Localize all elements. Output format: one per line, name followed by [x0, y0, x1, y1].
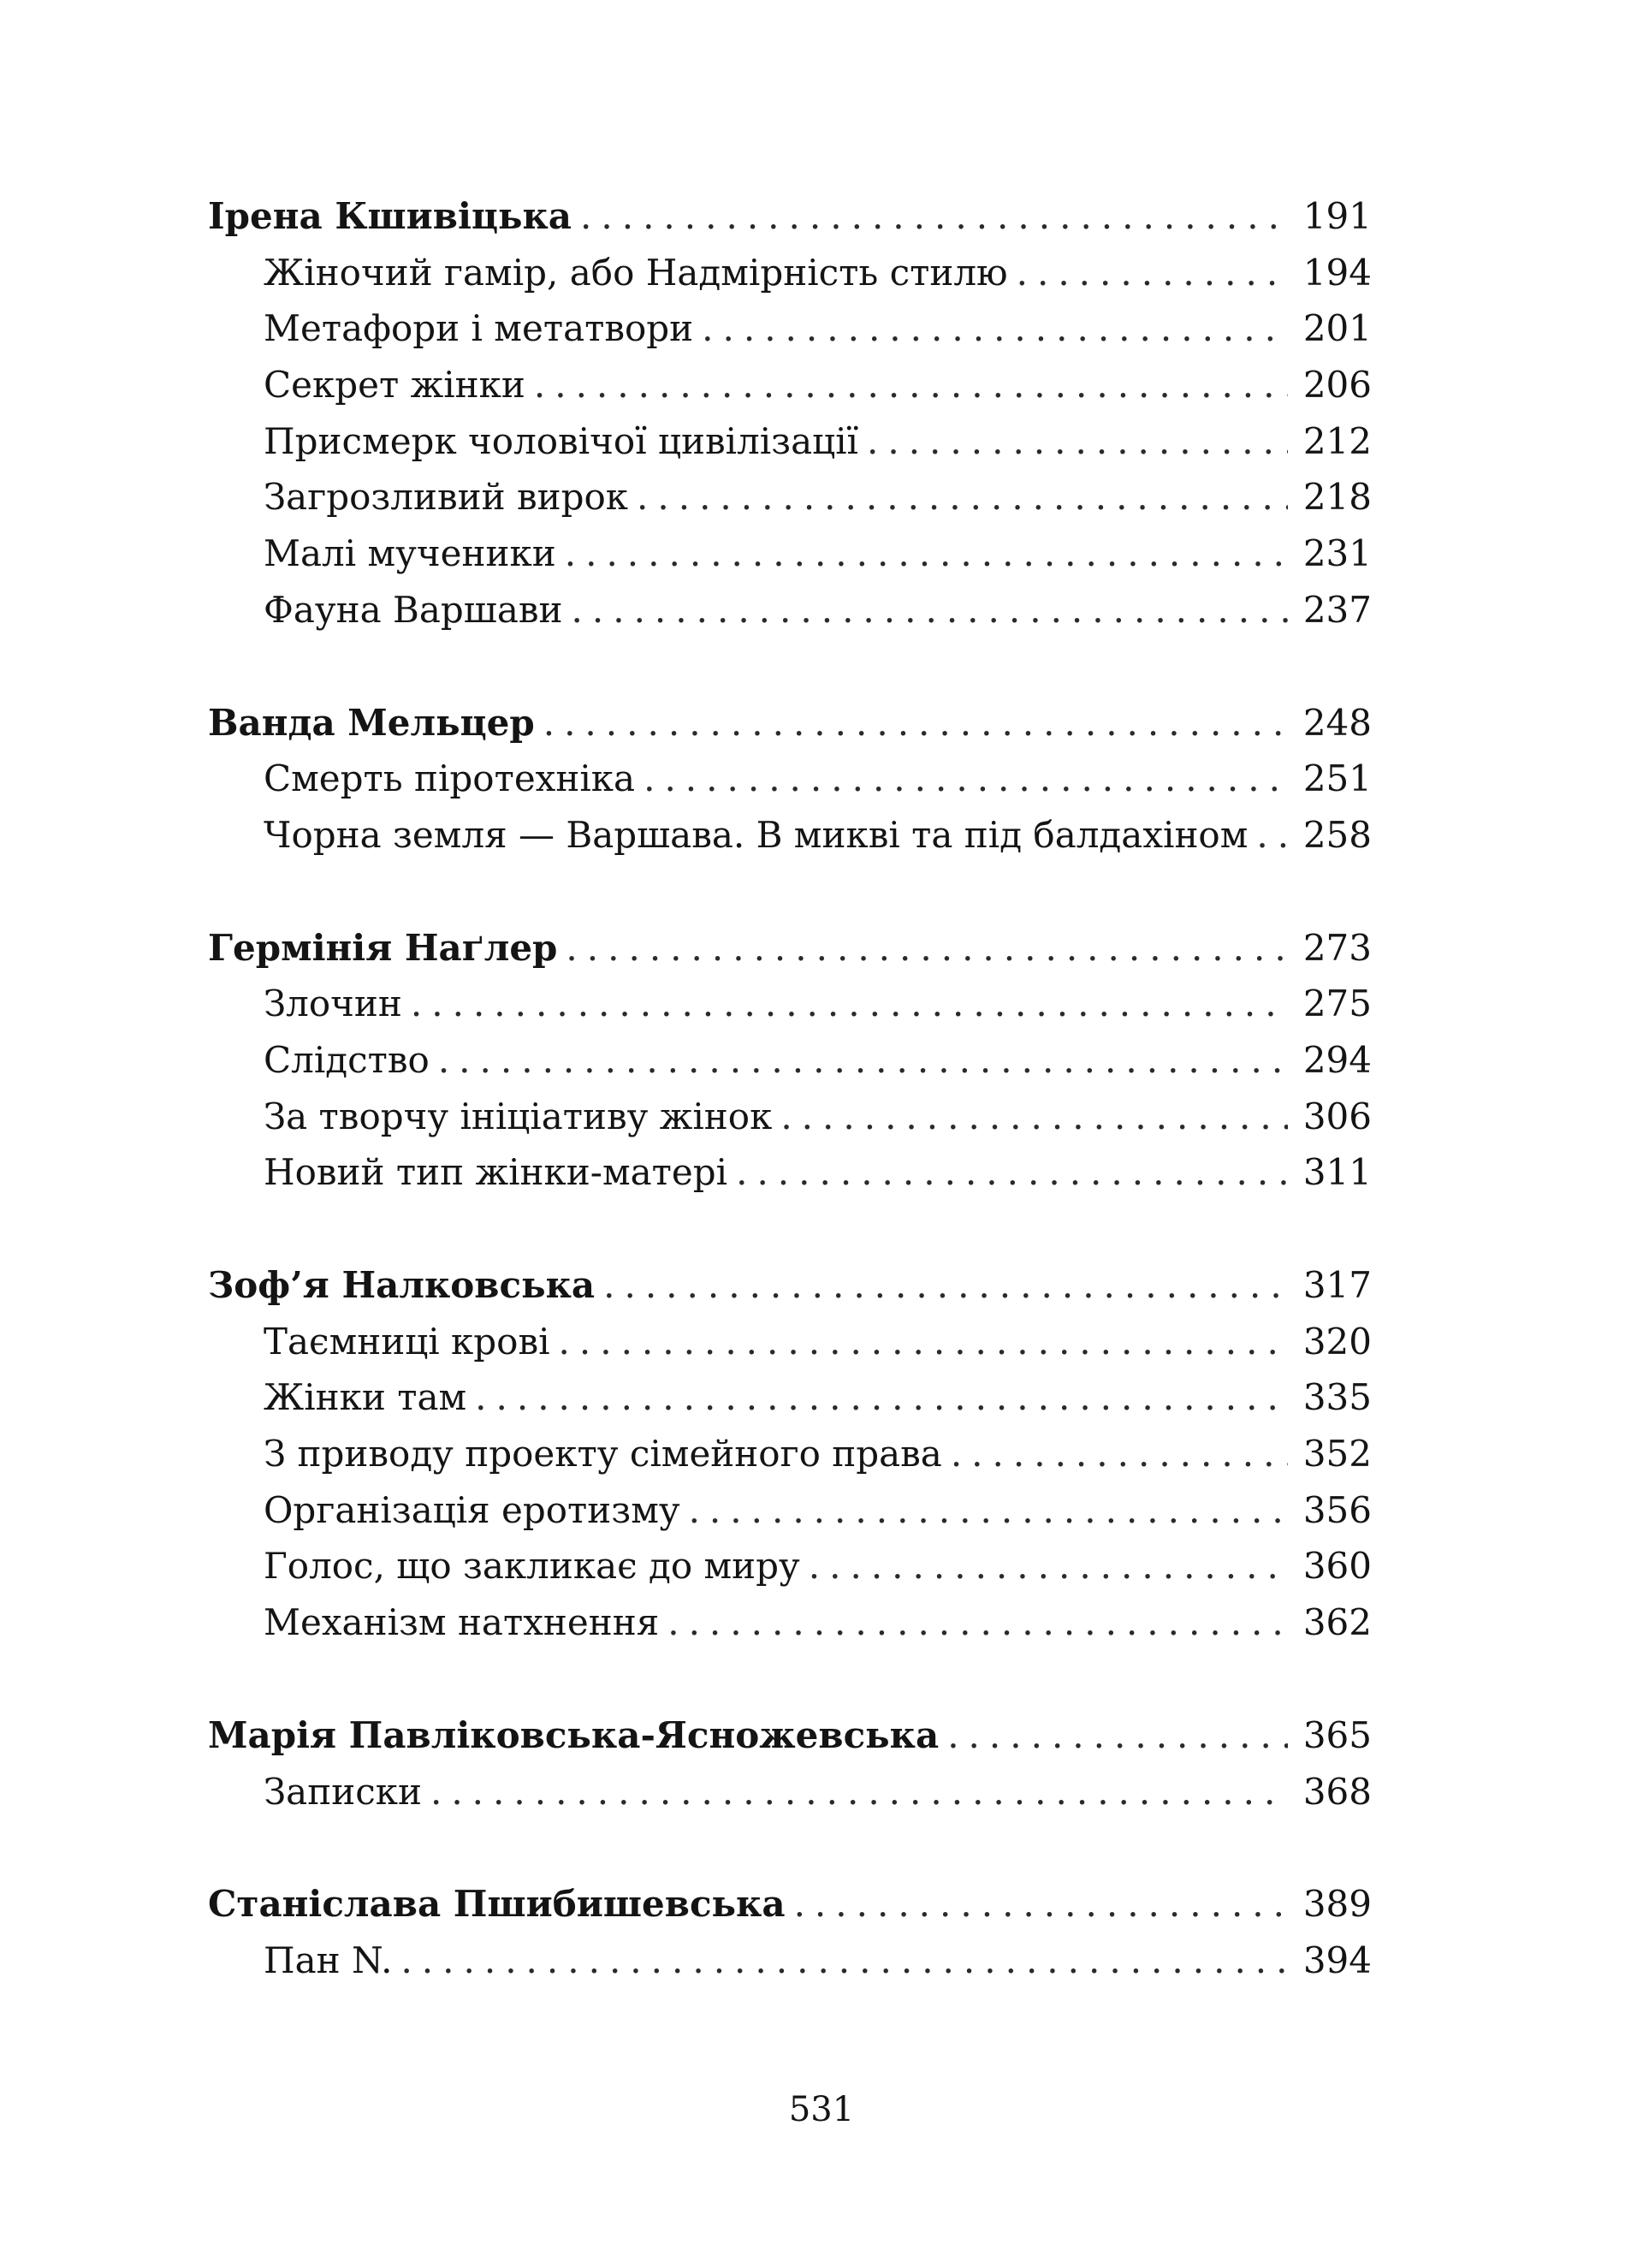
dot-leader: [430, 1764, 1288, 1820]
toc-section: [208, 1707, 1372, 1820]
page-ref: 394: [1302, 1938, 1372, 1981]
author-name: Марія Павліковська-Ясножевська: [208, 1713, 940, 1756]
page-ref: 368: [1302, 1770, 1372, 1813]
toc-entry-row: [208, 1594, 1372, 1651]
entry-title: Малі мученики: [264, 532, 556, 575]
toc-entry-row: [208, 1314, 1372, 1370]
toc-author-row: [208, 695, 1372, 751]
entry-title: Присмерк чоловічої цивілізації: [264, 419, 858, 462]
entry-title: Фауна Варшави: [264, 588, 563, 631]
entry-title: Пан N.: [264, 1938, 393, 1981]
dot-leader: [572, 582, 1288, 638]
dot-leader: [947, 1707, 1288, 1764]
toc-author-row: [208, 1707, 1372, 1764]
entry-title: Чорна земля — Варшава. В микві та під балдахіном: [264, 813, 1249, 856]
entry-title: Жіночий гамір, або Надмірність стилю: [264, 251, 1008, 294]
toc-entry-row: [208, 525, 1372, 582]
entry-title: Механізм натхнення: [264, 1601, 660, 1644]
dot-leader: [566, 920, 1288, 977]
dot-leader: [559, 1314, 1288, 1370]
page-number: 531: [788, 2090, 855, 2129]
dot-leader: [543, 695, 1288, 751]
page-ref: 389: [1302, 1883, 1372, 1926]
page-ref: 248: [1302, 701, 1372, 744]
toc-entry-row: [208, 1032, 1372, 1089]
page-ref: 251: [1302, 757, 1372, 800]
page-ref: 194: [1302, 251, 1372, 294]
entry-title: З приводу проекту сімейного права: [264, 1433, 942, 1475]
toc-section: [208, 1876, 1372, 1988]
page-ref: 362: [1302, 1601, 1372, 1644]
dot-leader: [411, 976, 1288, 1032]
toc-section: [208, 1257, 1372, 1651]
entry-title: За творчу ініціативу жінок: [264, 1095, 773, 1137]
entry-title: Метафори і метатвори: [264, 307, 694, 350]
entry-title: Записки: [264, 1770, 422, 1813]
dot-leader: [475, 1369, 1288, 1426]
toc-author-row: [208, 1876, 1372, 1933]
toc-entry-row: [208, 1482, 1372, 1539]
page-ref: 231: [1302, 532, 1372, 575]
dot-leader: [667, 1594, 1288, 1651]
toc-entry-row: [208, 1144, 1372, 1201]
page-ref: 294: [1302, 1038, 1372, 1081]
page-ref: 237: [1302, 588, 1372, 631]
toc-entry-row: [208, 469, 1372, 525]
page-ref: 212: [1302, 419, 1372, 462]
page-ref: 201: [1302, 307, 1372, 350]
entry-title: Голос, що закликає до миру: [264, 1545, 800, 1588]
page-ref: 356: [1302, 1488, 1372, 1531]
page-ref: 360: [1302, 1545, 1372, 1588]
author-name: Гермінія Наґлер: [208, 926, 558, 969]
dot-leader: [867, 413, 1288, 470]
page-ref: 311: [1302, 1151, 1372, 1194]
toc-entry-row: [208, 1369, 1372, 1426]
dot-leader: [794, 1876, 1288, 1933]
page-ref: 320: [1302, 1320, 1372, 1363]
page-ref: 273: [1302, 926, 1372, 969]
table-of-contents: [208, 188, 1372, 2045]
author-name: Станіслава Пшибишевська: [208, 1883, 786, 1926]
entry-title: Загрозливий вирок: [264, 476, 629, 519]
entry-title: Жінки там: [264, 1376, 467, 1419]
author-name: Ванда Мельцер: [208, 701, 535, 744]
toc-entry-row: [208, 807, 1372, 864]
dot-leader: [580, 188, 1288, 245]
toc-entry-row: [208, 1764, 1372, 1820]
dot-leader: [951, 1426, 1288, 1482]
dot-leader: [637, 469, 1288, 525]
dot-leader: [534, 357, 1288, 413]
dot-leader: [736, 1144, 1288, 1201]
dot-leader: [1256, 807, 1288, 864]
dot-leader: [400, 1933, 1288, 1989]
toc-entry-row: [208, 1933, 1372, 1989]
page-ref: 352: [1302, 1433, 1372, 1475]
entry-title: Слідство: [264, 1038, 430, 1081]
page-ref: 317: [1302, 1264, 1372, 1306]
dot-leader: [780, 1089, 1288, 1145]
entry-title: Смерть піротехніка: [264, 757, 636, 800]
toc-author-row: [208, 1257, 1372, 1314]
page-ref: 306: [1302, 1095, 1372, 1137]
author-name: Ірена Кшивіцька: [208, 195, 572, 237]
entry-title: Секрет жінки: [264, 364, 525, 407]
entry-title: Новий тип жінки-матері: [264, 1151, 728, 1194]
toc-entry-row: [208, 751, 1372, 807]
toc-author-row: [208, 920, 1372, 977]
toc-entry-row: [208, 245, 1372, 301]
page-ref: 275: [1302, 983, 1372, 1025]
dot-leader: [644, 751, 1288, 807]
toc-entry-row: [208, 976, 1372, 1032]
dot-leader: [702, 300, 1288, 357]
toc-entry-row: [208, 1089, 1372, 1145]
dot-leader: [603, 1257, 1288, 1314]
dot-leader: [809, 1538, 1288, 1594]
entry-title: Злочин: [264, 983, 402, 1025]
toc-entry-row: [208, 582, 1372, 638]
page-ref: 206: [1302, 364, 1372, 407]
page-ref: 191: [1302, 195, 1372, 237]
page-ref: 335: [1302, 1376, 1372, 1419]
entry-title: Таємниці крові: [264, 1320, 550, 1363]
dot-leader: [1017, 245, 1288, 301]
toc-entry-row: [208, 357, 1372, 413]
page-ref: 218: [1302, 476, 1372, 519]
toc-author-row: [208, 188, 1372, 245]
dot-leader: [565, 525, 1288, 582]
author-name: Зоф’я Налковська: [208, 1264, 596, 1306]
toc-entry-row: [208, 1538, 1372, 1594]
entry-title: Організація еротизму: [264, 1488, 680, 1531]
page-ref: 365: [1302, 1713, 1372, 1756]
toc-section: [208, 920, 1372, 1201]
dot-leader: [689, 1482, 1288, 1539]
toc-entry-row: [208, 300, 1372, 357]
toc-section: [208, 188, 1372, 638]
toc-entry-row: [208, 413, 1372, 470]
dot-leader: [438, 1032, 1288, 1089]
toc-entry-row: [208, 1426, 1372, 1482]
toc-section: [208, 695, 1372, 864]
page-ref: 258: [1302, 813, 1372, 856]
